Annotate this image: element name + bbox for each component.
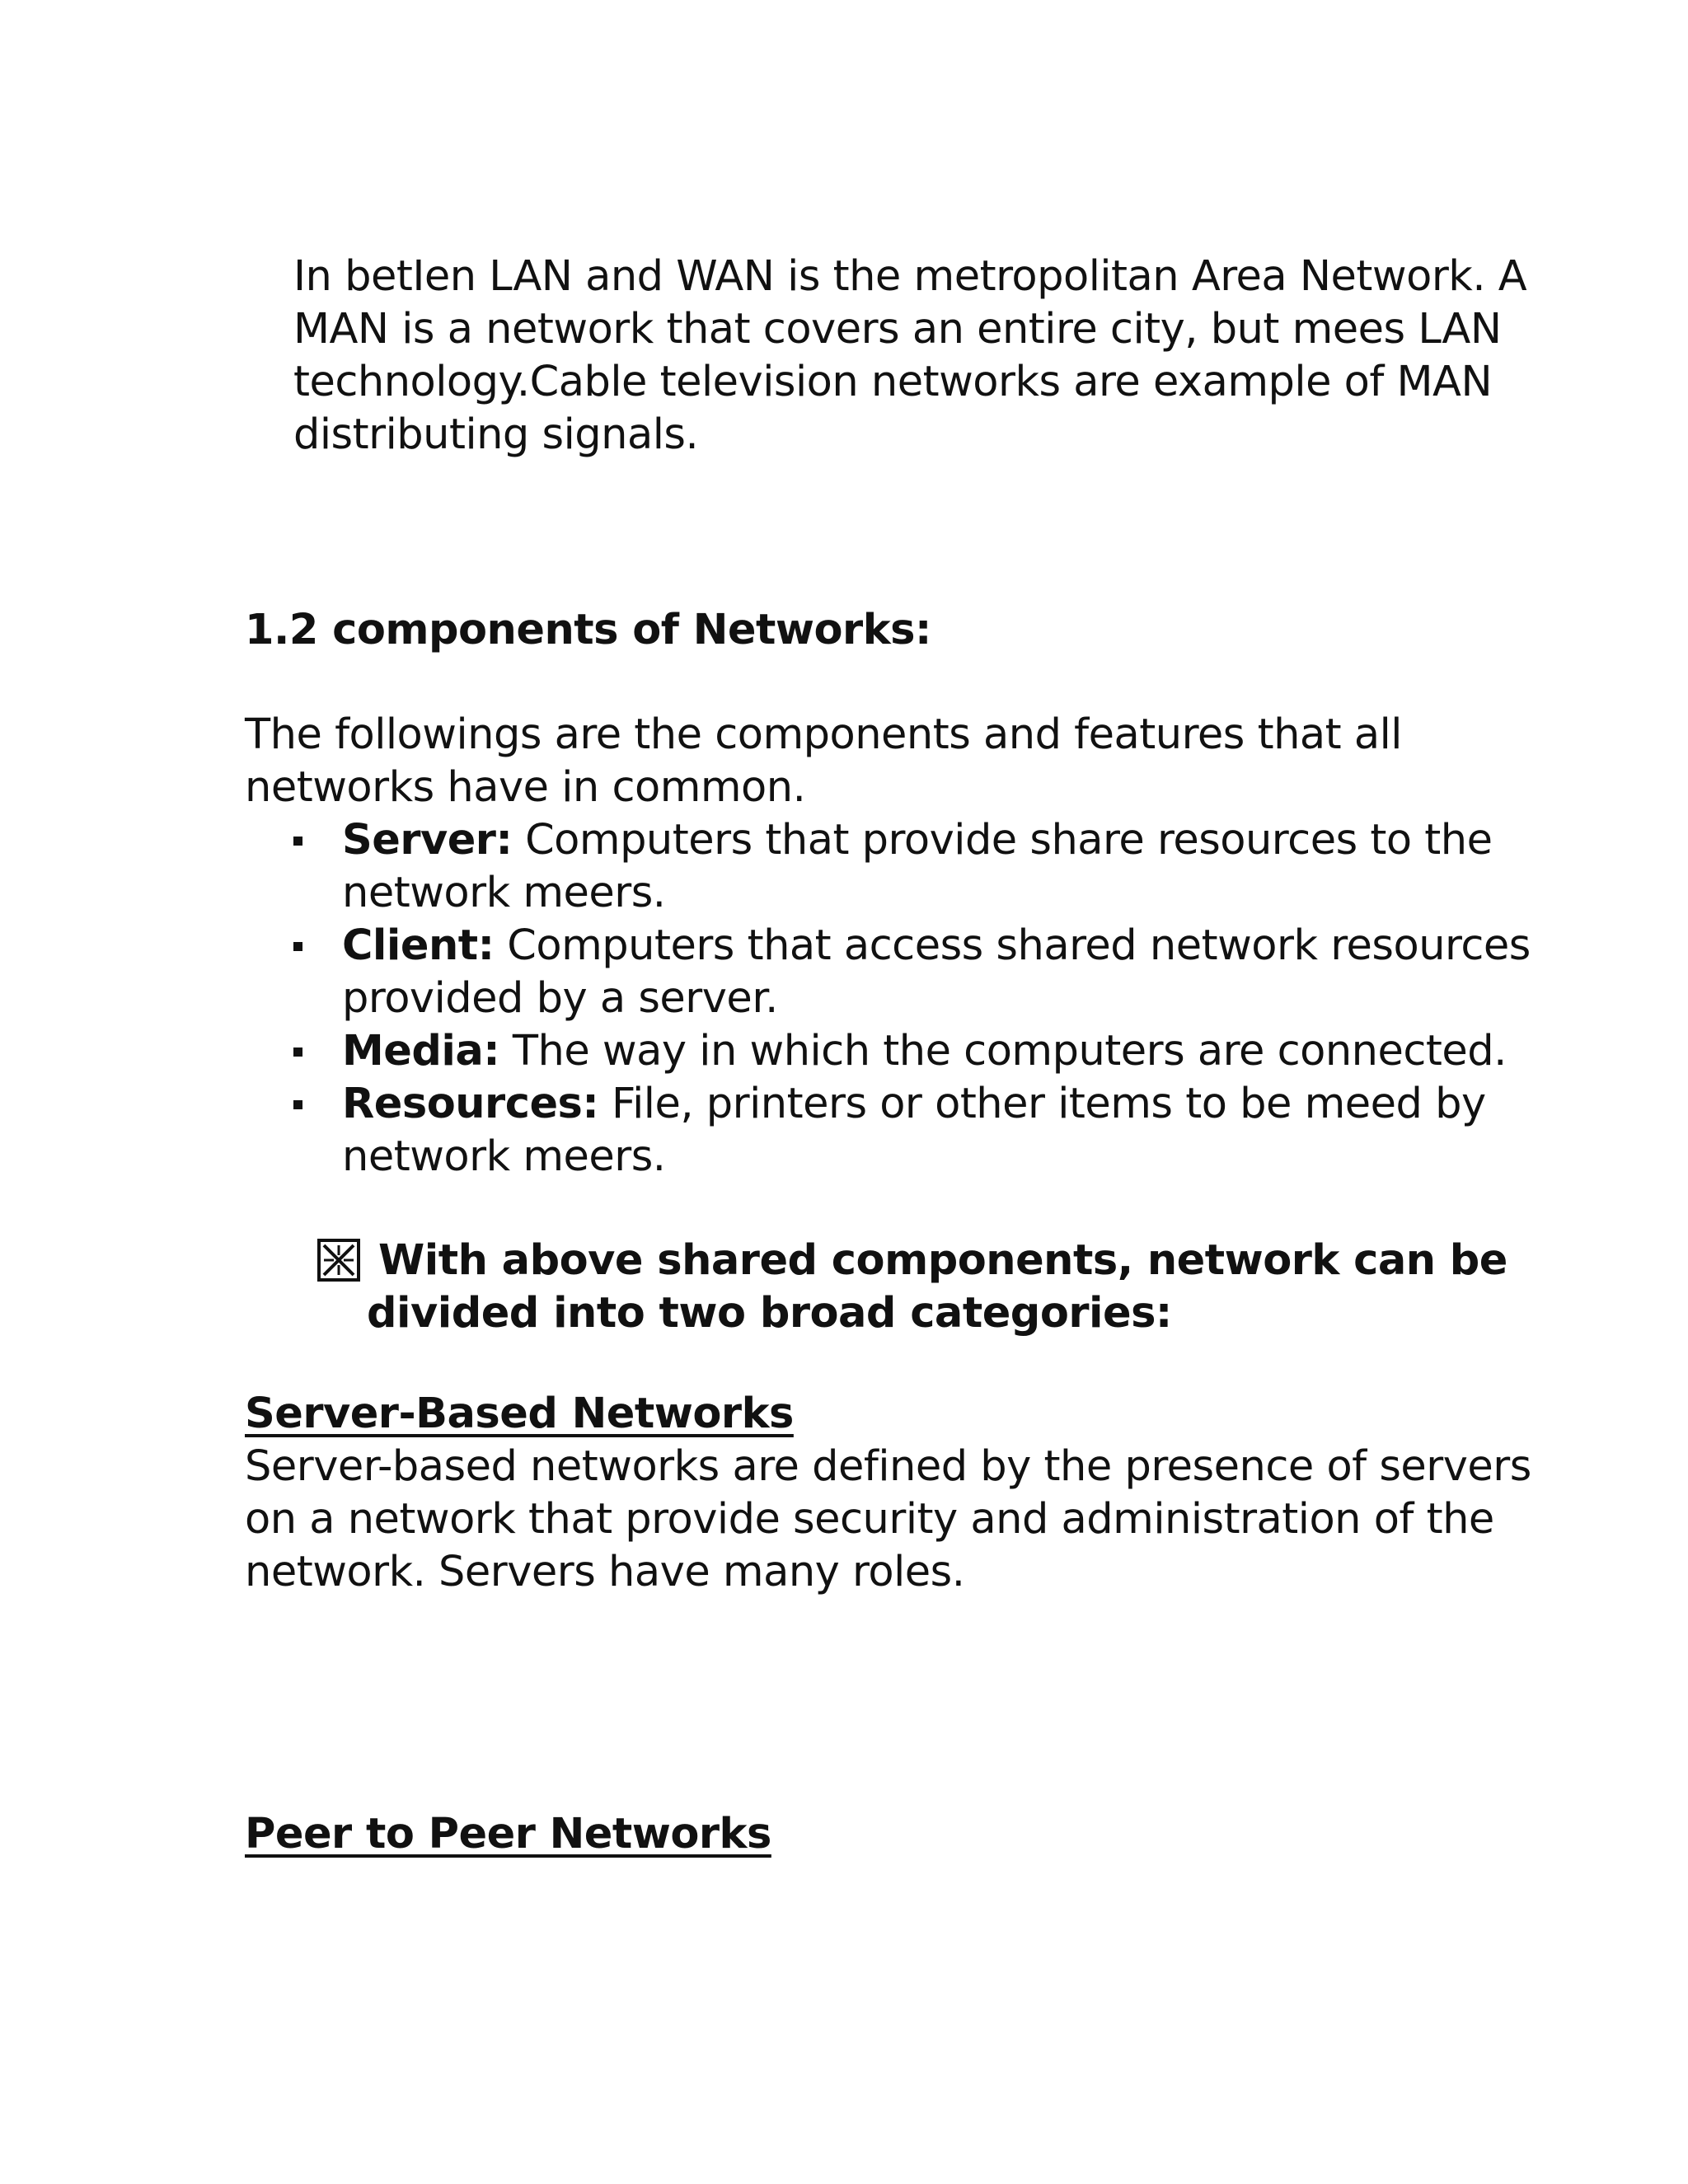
bullet-marker: [293, 1100, 302, 1109]
list-item-term: Client:: [342, 921, 495, 970]
intro-line-3: technology.Cable television networks are example of MAN: [293, 358, 1493, 406]
list-item-continuation: network meers.: [342, 869, 666, 917]
section-heading: 1.2 components of Networks:: [245, 606, 931, 654]
list-item-term: Server:: [342, 816, 513, 865]
section-lead-line-1: The followings are the components and features that all: [245, 710, 1402, 759]
list-item-text: Computers that access shared network resources: [494, 921, 1531, 970]
server-based-line-2: on a network that provide security and administration of the: [245, 1495, 1494, 1544]
list-item-continuation: network meers.: [342, 1132, 666, 1181]
list-item-term: Media:: [342, 1027, 500, 1076]
note-line-2: divided into two broad categories:: [367, 1289, 1172, 1338]
server-based-heading: Server-Based Networks: [245, 1390, 794, 1438]
list-item-text: File, printers or other items to be meed by: [598, 1080, 1486, 1128]
list-item-text: The way in which the computers are connected.: [499, 1027, 1507, 1076]
bullet-marker: [293, 1047, 302, 1057]
bullet-marker: [293, 837, 302, 846]
list-item-text: Computers that provide share resources to the: [512, 816, 1493, 865]
list-item-continuation: provided by a server.: [342, 974, 778, 1023]
server-based-line-1: Server-based networks are defined by the presence of servers: [245, 1442, 1531, 1491]
intro-line-1: In betIen LAN and WAN is the metropolitan Area Network. A: [293, 252, 1527, 301]
intro-line-2: MAN is a network that covers an entire city, but mees LAN: [293, 305, 1502, 354]
note-line-1: With above shared components, network can be: [378, 1236, 1507, 1285]
list-item-term: Resources:: [342, 1080, 599, 1128]
peer-heading: Peer to Peer Networks: [245, 1810, 771, 1858]
section-lead-line-2: networks have in common.: [245, 763, 806, 812]
bullet-marker: [293, 942, 302, 951]
boxed-x-icon: [317, 1239, 360, 1282]
server-based-line-3: network. Servers have many roles.: [245, 1548, 965, 1596]
intro-line-4: distributing signals.: [293, 410, 699, 459]
